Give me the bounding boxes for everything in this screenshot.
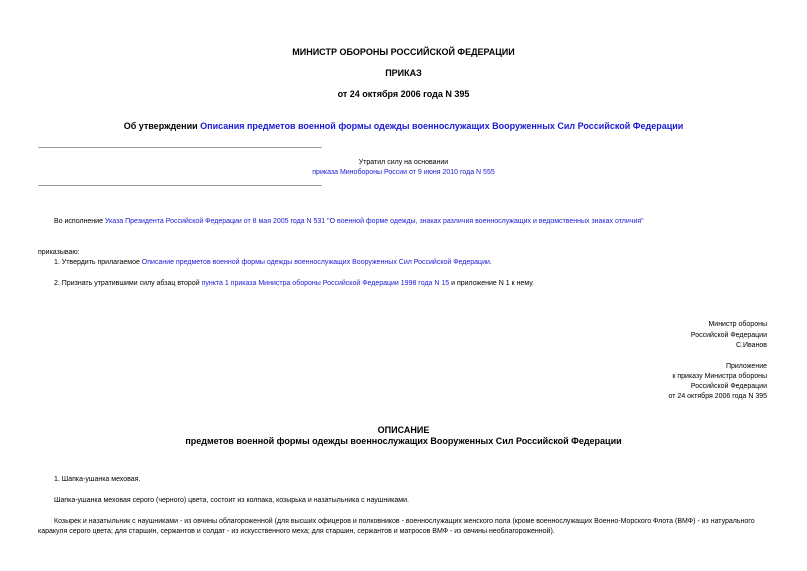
- notice-top-divider: [38, 147, 322, 148]
- appendix-date: от 24 октября 2006 года N 395: [668, 393, 767, 400]
- description-paragraph-3-line-2: каракуля серого цвета; для старшин, сержантов и солдат - из искусственного меха; для старшин, сержантов и матросов ВМФ - из овчины необлагороженной).: [38, 528, 555, 535]
- signature-name: С.Иванов: [735, 342, 767, 349]
- intro-prefix: Во исполнение: [54, 218, 105, 225]
- appendix-order-ref: к приказу Министра обороны: [672, 373, 767, 380]
- repeal-notice-link[interactable]: приказа Минобороны России от 9 июня 2010 года N 555: [312, 169, 495, 176]
- ministry-heading: МИНИСТР ОБОРОНЫ РОССИЙСКОЙ ФЕДЕРАЦИИ: [292, 47, 515, 57]
- description-title: ОПИСАНИЕ: [377, 425, 430, 435]
- intro-paragraph: [54, 218, 644, 225]
- description-paragraph-3-line-1: Козырек и назатыльник с наушниками - из овчины облагороженной (для высших офицеров и полковников - военнослужащих женского пола (кроме военнослужащих Военно-Морского Флота (ВМФ) - из натурального: [54, 518, 755, 525]
- description-item-1: 1. Шапка-ушанка меховая.: [54, 476, 141, 483]
- doc-date: от 24 октября 2006 года N 395: [337, 89, 470, 99]
- description-paragraph-2: Шапка-ушанка меховая серого (черного) цвета, состоит из колпака, козырька и назатыльника с наушниками.: [54, 497, 409, 504]
- description-subtitle: предметов военной формы одежды военнослужащих Вооруженных Сил Российской Федерации: [185, 436, 622, 446]
- repeal-notice-text: Утратил силу на основании: [358, 159, 449, 166]
- order-word: приказываю:: [38, 249, 80, 256]
- order-item-1: [54, 259, 492, 266]
- signature-country: Российской Федерации: [690, 332, 767, 339]
- appendix-country: Российской Федерации: [690, 383, 767, 390]
- order-item-2-suffix: и приложение N 1 к нему.: [449, 280, 534, 287]
- order-item-1-prefix: 1. Утвердить прилагаемое: [54, 259, 142, 266]
- doc-title: [0, 121, 807, 131]
- doc-title-link[interactable]: Описания предметов военной формы одежды военнослужащих Вооруженных Сил Российской Федерации: [200, 121, 684, 131]
- decree-link[interactable]: Указа Президента Российской Федерации от 8 мая 2005 года N 531 "О военной форме одежды, знаках различия военнослужащих и ведомственных знаках отличия": [104, 218, 644, 225]
- description-link[interactable]: Описание предметов военной формы одежды военнослужащих Вооруженных Сил Российской Федерации: [141, 259, 490, 266]
- notice-bottom-divider: [38, 185, 322, 186]
- order-item-2-prefix: 2. Признать утратившими силу абзац второй: [54, 280, 202, 287]
- doc-type-heading: ПРИКАЗ: [385, 68, 422, 78]
- signature-title: Министр обороны: [708, 321, 767, 328]
- doc-title-prefix: Об утверждении: [123, 121, 201, 131]
- order-item-2: [54, 280, 534, 287]
- order-1998-link[interactable]: пункта 1 приказа Министра обороны Российской Федерации 1998 года N 15: [201, 280, 450, 287]
- order-item-1-suffix: .: [489, 259, 492, 266]
- appendix-label: Приложение: [725, 363, 767, 370]
